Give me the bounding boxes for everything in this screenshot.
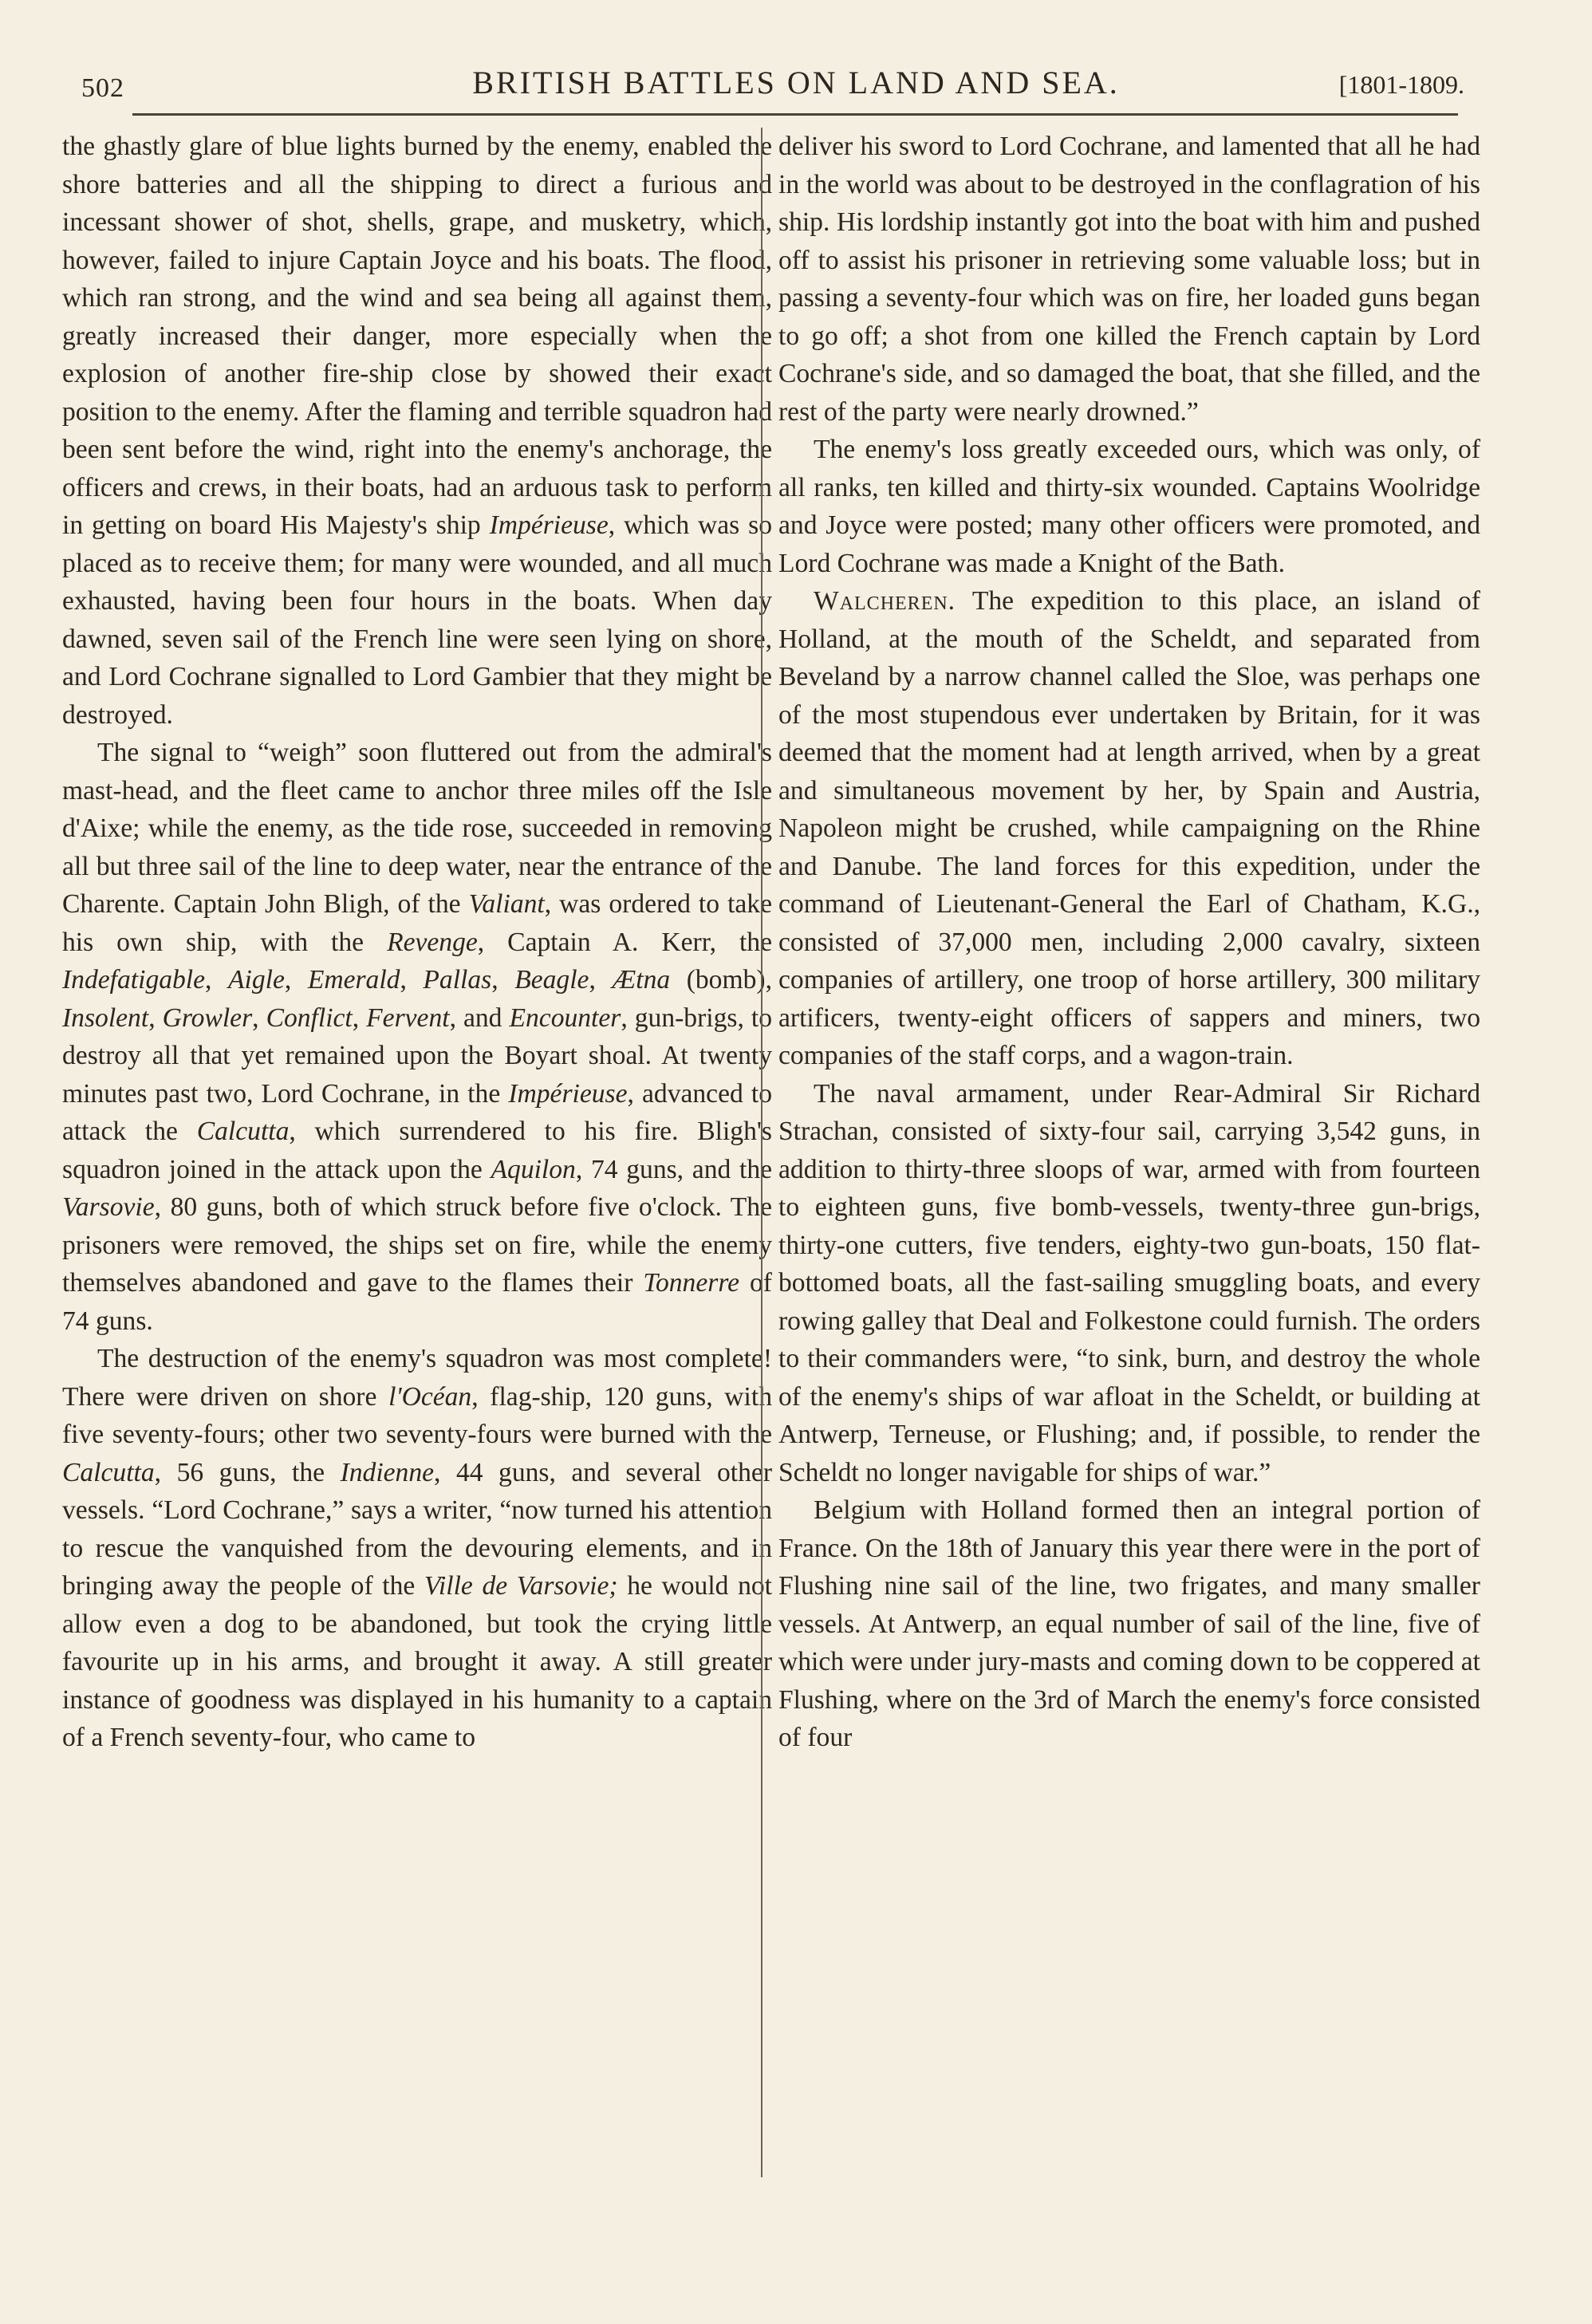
text-run: , and: [449, 1002, 510, 1033]
text-run: The naval armament, under Rear-Admiral Sir Richard Strachan, consisted of sixty-four sail, carrying 3,542 guns, in addition to thirty-three sloops of war, armed with from fourteen to eighteen guns, five bomb-vessels, twenty-three gun-brigs, thirty-one cutters, five tenders, eighty-two gun-boats, 150 flat-bottomed boats, all the fast-sailing smuggling boats, and every rowing galley that Deal and Folkestone could furnish. The orders to their commanders were, “to sink, burn, and destroy the whole of the enemy's ships of war afloat in the Scheldt, or building at Antwerp, Terneuse, or Flushing; and, if possible, to render the Scheldt no longer navigable for ships of war.”: [778, 1078, 1480, 1487]
text-run: , 74 guns, and the: [575, 1154, 773, 1184]
italic-text: Impérieuse: [508, 1078, 628, 1109]
italic-text: Impérieuse: [489, 510, 609, 540]
italic-text: Fervent: [366, 1002, 450, 1033]
paragraph: [62, 128, 772, 734]
column-divider: [761, 128, 763, 2177]
italic-text: Varsovie: [62, 1192, 155, 1222]
section-heading: Walcheren.: [814, 586, 956, 616]
text-run: ,: [400, 965, 424, 995]
right-column: [778, 128, 1480, 1757]
text-run: , 80 guns, both of which struck before five o'clock. The prisoners were removed, the ships set on fire, while the enemy themselves abandoned and gave to the flames their: [62, 1192, 772, 1298]
text-run: The signal to “weigh” soon fluttered out from the admiral's mast-head, and the fleet came to anchor three miles off the Isle d'Aixe; while the enemy, as the tide rose, succeeded in removing all but three sail of the line to deep water, near the entrance of the Charente. Captain John Bligh, of the: [62, 738, 772, 919]
text-run: ,: [284, 965, 308, 995]
running-title: BRITISH BATTLES ON LAND AND SEA.: [472, 65, 1120, 100]
text-run: , which surrendered to his fire. Bligh's squadron joined in the attack upon the: [62, 1117, 772, 1184]
text-run: deliver his sword to Lord Cochrane, and lamented that all he had in the world was about to be destroyed in the conflagration of his ship. His lordship instantly got into the boat with him and pushed off to assist his prisoner in retrieving some valuable loss; but in passing a seventy-four which was on fire, her loaded guns began to go off; a shot from one killed the French captain by Lord Cochrane's side, and so damaged the boat, that she filled, and the rest of the party were nearly drowned.”: [778, 132, 1480, 427]
paragraph: [778, 128, 1480, 431]
italic-text: Beagle: [514, 965, 589, 995]
left-column: [62, 128, 772, 1757]
paragraph: [62, 1340, 772, 1757]
italic-text: Indienne: [340, 1457, 435, 1487]
text-run: ,: [148, 1002, 163, 1033]
italic-text: Aigle: [228, 965, 285, 995]
text-run: ,: [491, 965, 515, 995]
italic-text: Calcutta: [196, 1117, 290, 1146]
paragraph: [778, 1075, 1480, 1492]
paragraph: [778, 582, 1480, 1075]
italic-text: Calcutta: [62, 1457, 155, 1487]
italic-text: Encounter: [509, 1002, 621, 1033]
text-run: of 74 guns.: [62, 1268, 772, 1336]
text-run: The enemy's loss greatly exceeded ours, which was only, of all ranks, ten killed and thirty-six wounded. Captains Woolridge and Joyce were posted; many other officers were promoted, and Lord Cochrane was made a Knight of the Bath.: [778, 435, 1480, 578]
page-number: 502: [81, 73, 124, 103]
text-run: he would not allow even a dog to be abandoned, but took the crying little favourite up in his arms, and brought it away. A still greater instance of goodness was displayed in his humanity to a captain of a French seventy-four, who came to: [62, 1571, 772, 1752]
italic-text: Valiant: [468, 889, 545, 919]
italic-text: Pallas: [423, 965, 492, 995]
text-run: The destruction of the enemy's squadron was most complete! There were driven on shore: [62, 1344, 772, 1412]
text-run: , was ordered to take his own ship, with the: [62, 889, 772, 957]
text-run: The expedition to this place, an island of Holland, at the mouth of the Scheldt, and separated from Beveland by a narrow channel called the Sloe, was perhaps one of the most stupendous ever undertaken by Britain, for it was deemed that the moment had at length arrived, when by a great and simultaneous movement by her, by Spain and Austria, Napoleon might be crushed, while campaigning on the Rhine and Danube. The land forces for this expedition, under the command of Lieutenant-General the Earl of Chatham, K.G., consisted of 37,000 men, including 2,000 cavalry, sixteen companies of artillery, one troop of horse artillery, 300 military artificers, twenty-eight officers of sappers and miners, two companies of the staff corps, and a wagon-train.: [778, 586, 1480, 1070]
italic-text: Indefatigable: [62, 965, 206, 995]
text-run: , gun-brigs, to destroy all that yet remained upon the Boyart shoal. At twenty minutes past two, Lord Cochrane, in the: [62, 1002, 772, 1109]
text-run: ,: [205, 965, 228, 995]
italic-text: Ville de Varsovie;: [424, 1571, 618, 1601]
italic-text: Ætna: [612, 965, 671, 995]
text-run: , 56 guns, the: [154, 1457, 341, 1487]
header-rule: [132, 113, 1458, 116]
text-run: (bomb),: [670, 965, 772, 995]
text-run: ,: [589, 965, 613, 995]
text-run: ,: [252, 1002, 266, 1033]
italic-text: Conflict: [266, 1002, 353, 1033]
text-run: the ghastly glare of blue lights burned by the enemy, enabled the shore batteries and all the shipping to direct a furious and incessant shower of shot, shells, grape, and musketry, which, however, failed to injure Captain Joyce and his boats. The flood, which ran strong, and the wind and sea being all against them, greatly increased their danger, more especially when the explosion of another fire-ship close by showed their exact position to the enemy. After the flaming and terrible squadron had been sent before the wind, right into the enemy's anchorage, the officers and crews, in their boats, had an arduous task to perform in getting on board His Majesty's ship: [62, 132, 772, 540]
paragraph: [778, 1491, 1480, 1757]
text-run: ,: [352, 1002, 367, 1033]
paragraph: [62, 734, 772, 1340]
text-run: , which was so placed as to receive them; for many were wounded, and all much exhausted, having been four hours in the boats. When day dawned, seven sail of the French line were seen lying on shore, and Lord Cochrane signalled to Lord Gambier that they might be destroyed.: [62, 510, 772, 730]
italic-text: Insolent: [62, 1002, 149, 1033]
italic-text: Emerald: [307, 965, 400, 995]
paragraph: [778, 431, 1480, 582]
text-run: , flag-ship, 120 guns, with five seventy-fours; other two seventy-fours were burned with the: [62, 1381, 773, 1449]
date-range: [1801-1809.: [1338, 70, 1464, 99]
text-run: , advanced to attack the: [62, 1078, 772, 1146]
italic-text: Tonnerre: [643, 1268, 740, 1298]
italic-text: Growler: [162, 1002, 253, 1033]
italic-text: Revenge: [387, 927, 478, 957]
italic-text: Aquilon: [491, 1154, 576, 1184]
italic-text: l'Océan: [388, 1381, 472, 1412]
text-run: , Captain A. Kerr, the: [477, 927, 772, 957]
text-run: Belgium with Holland formed then an integral portion of France. On the 18th of January this year there were in the port of Flushing nine sail of the line, two frigates, and many smaller vessels. At Antwerp, an equal number of sail of the line, five of which were under jury-masts and coming down to be coppered at Flushing, where on the 3rd of March the enemy's force consisted of four: [778, 1495, 1480, 1752]
text-run: , 44 guns, and several other vessels. “Lord Cochrane,” says a writer, “now turned his attention to rescue the vanquished from the devouring elements, and in bringing away the people of the: [62, 1457, 772, 1601]
